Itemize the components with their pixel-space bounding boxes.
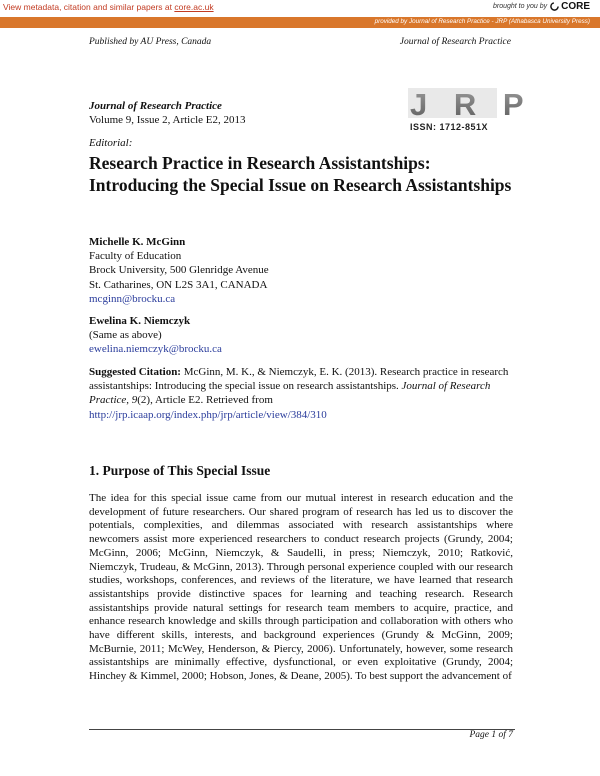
author-name: Michelle K. McGinn xyxy=(89,236,186,248)
citation-rest: (2), Article E2. Retrieved from xyxy=(137,394,273,407)
core-logo-icon xyxy=(550,2,559,11)
journal-info xyxy=(89,99,246,127)
body-paragraph: The idea for this special issue came from our mutual interest in research education and the development of future researchers. Our shared program of research has led us to discover the potentials, complexities, and dilemmas associated with research assistantships where newcomers assist more experienced researchers to conduct research projects (Grundy, 2004; McGinn, 2006; McGinn, Niemczyk, & Saudelli, in press; Niemczyk, 2010; Ratković, Niemczyk, Trudeau, & McGinn, 2013). Through personal experience coupled with our research studies, workshops, conferences, and reviews of the literature, we have learned that research assistantships provide distinctive spaces for learning and teaching research. Research assistantships provide natural settings for research team members to acquire, practice, and enhance research knowledge and skills through participation and collaboration with others who have different skills, interests, and background experiences (Grundy & McGinn, 2009; McBurnie, 2011; McWey, Henderson, & Piercy, 2006). Unfortunately, however, some research assistantships are minimally effective, dysfunctional, or even exploitative (Grundy, 2004; Hinchey & Kimmel, 2000; Hobson, Jones, & Deane, 2005). To best support the advancement of xyxy=(89,492,513,683)
brought-to-you-text: brought to you by xyxy=(493,3,548,10)
core-metadata-link[interactable] xyxy=(3,2,214,12)
article-title: Research Practice in Research Assistantships: Introducing the Special Issue on Research Assistantships xyxy=(89,153,512,195)
author-city: St. Catharines, ON L2S 3A1, CANADA xyxy=(89,278,268,291)
author-block-1 xyxy=(89,235,269,306)
author-email-link[interactable]: ewelina.niemczyk@brocku.ca xyxy=(89,343,222,356)
citation-volume: 9 xyxy=(131,394,138,407)
suggested-citation: Suggested Citation: McGinn, M. K., & Niemczyk, E. K. (2013). Research practice in research assistantships: Introducing the special issue on research assistantships. Journal of Research Practice, 9(2), Article E2. Retrieved from http://jrp.icaap.org/index.php/jrp/article/view/384/310 xyxy=(89,366,509,421)
jrp-logo-letters: J R P xyxy=(410,87,533,122)
author-block-2 xyxy=(89,314,222,357)
author-name: Ewelina K. Niemczyk xyxy=(89,315,191,327)
journal-header: Journal of Research Practice xyxy=(399,37,511,47)
publisher-header: Published by AU Press, Canada xyxy=(89,37,212,47)
core-metadata-text: View metadata, citation and similar papers at xyxy=(3,2,175,12)
section-heading: 1. Purpose of This Special Issue xyxy=(89,463,271,478)
author-email-link[interactable]: mcginn@brocku.ca xyxy=(89,292,176,305)
core-ac-uk-link[interactable]: core.ac.uk xyxy=(174,2,214,12)
footer-divider xyxy=(89,729,515,730)
citation-text: McGinn, M. K., & Niemczyk, E. K. (2013). Research practice in research assistantships: Introducing the special issue on research assistantships. xyxy=(89,366,509,393)
core-brand[interactable] xyxy=(493,1,590,12)
provided-by-text[interactable]: provided by Journal of Research Practice - JRP (Athabasca University Press) xyxy=(374,18,590,25)
citation-journal: Journal of Research Practice xyxy=(89,380,491,407)
core-logo-text: CORE xyxy=(561,1,590,12)
author-affiliation: Faculty of Education xyxy=(89,250,182,263)
citation-label: Suggested Citation: xyxy=(89,366,181,378)
issn: ISSN: 1712-851X xyxy=(410,122,489,132)
author-address: Brock University, 500 Glenridge Avenue xyxy=(89,264,269,277)
page-number: Page 1 of 7 xyxy=(469,730,513,740)
article-type: Editorial: xyxy=(89,137,133,149)
author-affiliation: (Same as above) xyxy=(89,329,162,342)
core-logo xyxy=(550,1,590,12)
journal-name: Journal of Research Practice xyxy=(89,100,222,112)
provider-strip xyxy=(0,17,600,28)
journal-issue: Volume 9, Issue 2, Article E2, 2013 xyxy=(89,114,246,126)
citation-url-link[interactable]: http://jrp.icaap.org/index.php/jrp/article/view/384/310 xyxy=(89,408,327,421)
core-banner xyxy=(0,0,600,17)
